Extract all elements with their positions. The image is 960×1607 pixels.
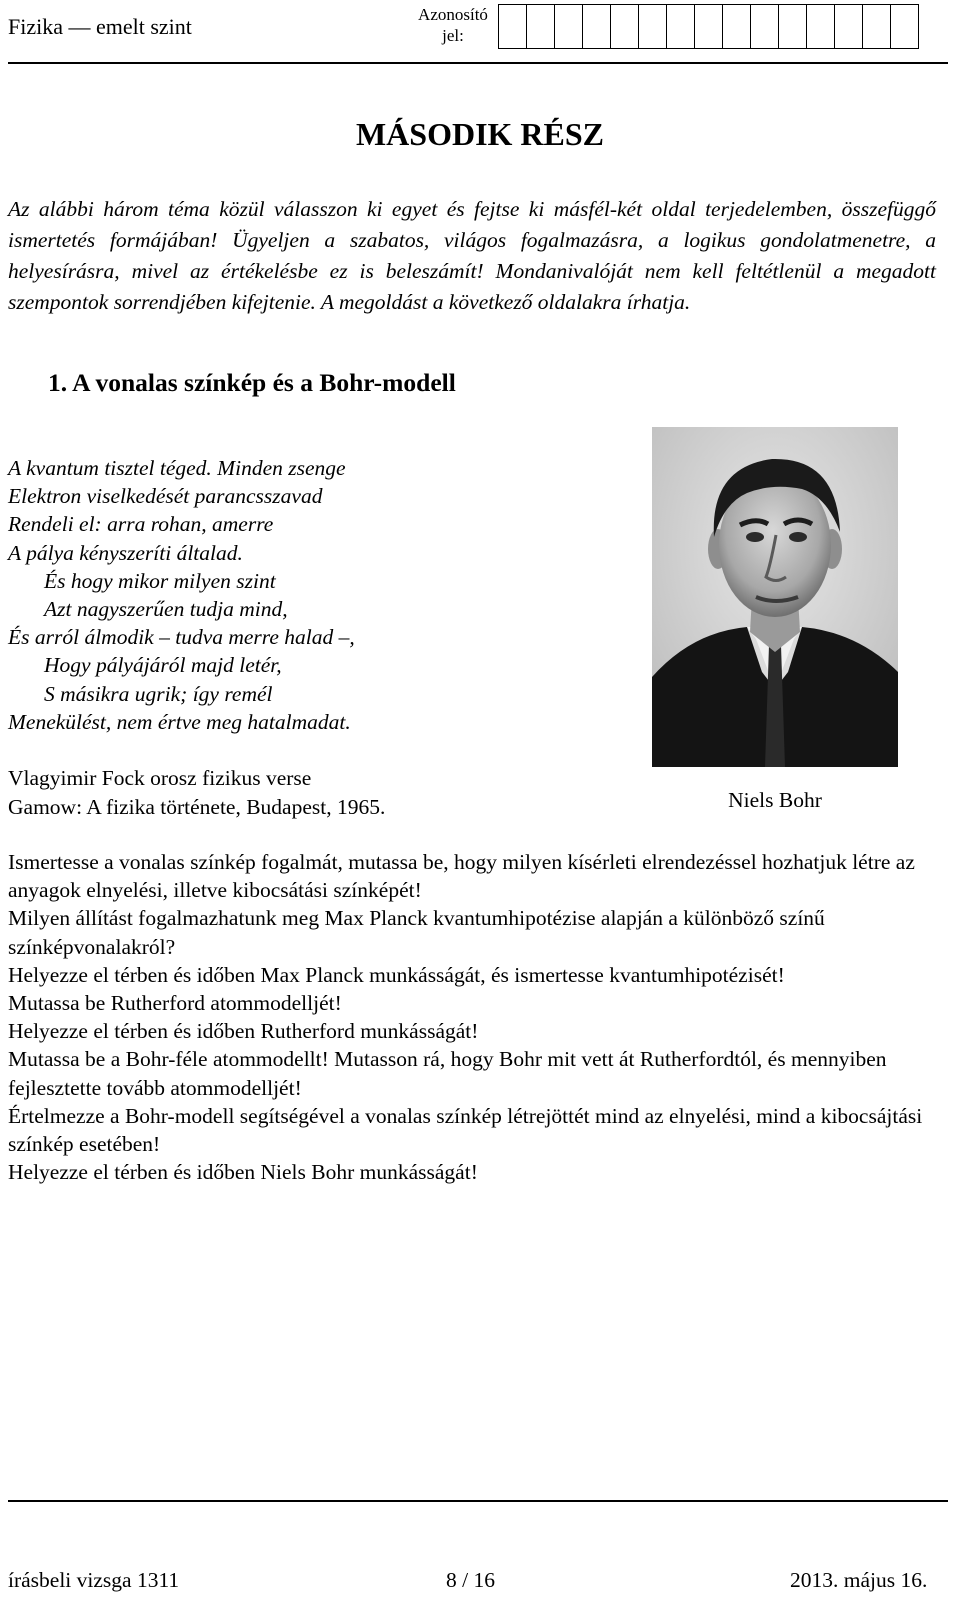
id-box[interactable] — [582, 4, 611, 49]
id-box[interactable] — [834, 4, 863, 49]
task-item: Helyezze el térben és időben Niels Bohr munkásságát! — [8, 1160, 478, 1185]
task-item: Helyezze el térben és időben Rutherford munkásságát! — [8, 1019, 479, 1044]
footer-rule — [8, 1500, 948, 1502]
page-title: MÁSODIK RÉSZ — [355, 116, 605, 152]
id-box[interactable] — [750, 4, 779, 49]
id-label-line2: jel: — [442, 26, 464, 45]
exam-code: írásbeli vizsga 1311 — [8, 1568, 180, 1592]
poem-line: S másikra ugrik; így remél — [44, 681, 273, 706]
task-item: Helyezze el térben és időben Max Planck munkásságát, és ismertesse kvantumhipotézisét! — [8, 962, 785, 987]
task-item: Mutassa be a Bohr-féle atommodellt! Mutasson rá, hogy Bohr mit vett át Rutherfordtól, és mennyiben fejlesztette tovább atommodelljét! — [8, 1047, 887, 1100]
source-line: Vlagyimir Fock orosz fizikus verse — [8, 766, 312, 790]
poem-line: Elektron viselkedését parancsszavad — [8, 484, 323, 509]
id-box[interactable] — [722, 4, 751, 49]
task-item: Mutassa be Rutherford atommodelljét! — [8, 991, 342, 1016]
id-box[interactable] — [806, 4, 835, 49]
exam-date: 2013. május 16. — [790, 1568, 928, 1592]
poem-line: Menekülést, nem értve meg hatalmadat. — [8, 709, 351, 734]
poem-source — [8, 764, 385, 821]
poem-line: Azt nagyszerűen tudja mind, — [44, 597, 288, 622]
header-rule — [8, 62, 948, 64]
poem-line: A kvantum tisztel téged. Minden zsenge — [8, 456, 346, 480]
poem — [8, 454, 628, 736]
poem-line: Rendeli el: arra rohan, amerre — [8, 512, 274, 537]
task-item: Milyen állítást fogalmazhatunk meg Max Planck kvantumhipotézise alapján a különböző színű színképvonalakról? — [8, 906, 825, 959]
poem-line: Hogy pályájáról majd letér, — [44, 653, 282, 678]
topic-heading: 1. A vonalas színkép és a Bohr-modell — [48, 368, 456, 397]
poem-line: És arról álmodik – tudva merre halad –, — [8, 625, 355, 650]
id-box[interactable] — [554, 4, 583, 49]
source-line: Gamow: A fizika története, Budapest, 1965. — [8, 794, 386, 819]
id-box[interactable] — [862, 4, 891, 49]
id-box[interactable] — [498, 4, 527, 49]
page-number: 8 / 16 — [446, 1568, 495, 1592]
id-box[interactable] — [638, 4, 667, 49]
bohr-portrait — [652, 427, 898, 767]
task-item: Ismertesse a vonalas színkép fogalmát, mutassa be, hogy milyen kísérleti elrendezéssel hozhatjuk létre az anyagok elnyelési, illetve kibocsátási színképét! — [8, 850, 915, 903]
task-list — [8, 848, 936, 1186]
task-item: Értelmezze a Bohr-modell segítségével a vonalas színkép létrejöttét mind az elnyelési, mind a kibocsájtási színkép esetében! — [8, 1103, 923, 1157]
id-box[interactable] — [694, 4, 723, 49]
id-box[interactable] — [666, 4, 695, 49]
id-label — [414, 4, 492, 46]
poem-line: És hogy mikor milyen szint — [44, 568, 276, 593]
id-box[interactable] — [526, 4, 555, 49]
id-box[interactable] — [610, 4, 639, 49]
id-box[interactable] — [890, 4, 919, 49]
instructions: Az alábbi három téma közül válasszon ki egyet és fejtse ki másfél-két oldal terjedelemben, összefüggő ismertetés formájában! Ügyeljen a szabatos, világos fogalmazásra, a logikus gondolatmenetre, a helyesírásra, mivel az értékelésbe ez is beleszámít! Mondanivalóját nem kell feltétlenül a megadott szempontok sorrendjében kifejtenie. A megoldást a következő oldalakra írhatja. — [8, 197, 936, 314]
id-boxes — [498, 4, 919, 49]
id-box[interactable] — [778, 4, 807, 49]
poem-line: A pálya kényszeríti általad. — [8, 540, 243, 565]
photo-caption: Niels Bohr — [728, 788, 822, 812]
portrait-svg — [652, 427, 898, 767]
subject-title: Fizika — emelt szint — [8, 14, 192, 39]
id-label-line1: Azonosító — [418, 5, 488, 24]
